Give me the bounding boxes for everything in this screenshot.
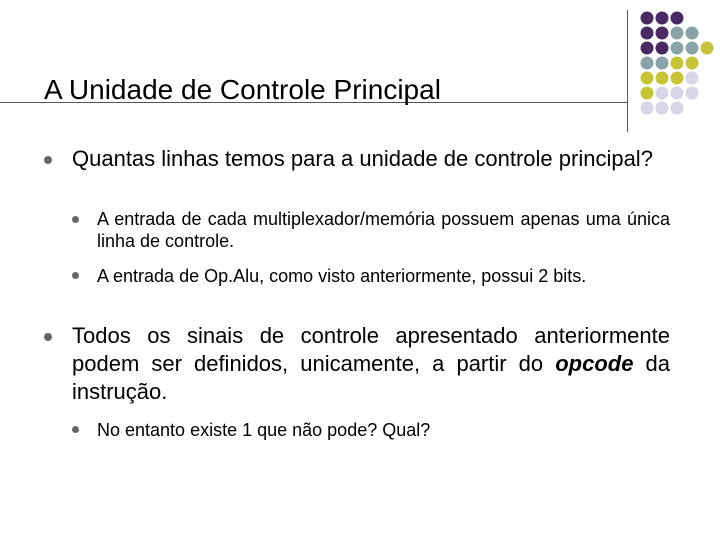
bullet-1-sub-1: A entrada de cada multiplexador/memória possuem apenas uma única linha de controle.: [97, 209, 670, 251]
decorative-dot: [641, 102, 654, 115]
vertical-divider: [627, 10, 628, 132]
decorative-dot: [671, 57, 684, 70]
decorative-dot: [686, 87, 699, 100]
slide-title: A Unidade de Controle Principal: [44, 74, 441, 105]
bullet-2-text-after: da instrução.: [72, 351, 670, 404]
decorative-dot: [671, 27, 684, 40]
decorative-dot: [641, 27, 654, 40]
decorative-dot: [686, 72, 699, 85]
decorative-dot: [671, 12, 684, 25]
decorative-dot: [641, 42, 654, 55]
decorative-dot: [656, 57, 669, 70]
bullet-icon: [72, 216, 79, 223]
opcode-emphasis: opcode: [555, 351, 634, 376]
bullet-icon: [44, 156, 52, 164]
decorative-dot-grid: [0, 0, 720, 140]
decorative-dot: [641, 87, 654, 100]
bullet-1-text: Quantas linhas temos para a unidade de controle principal?: [72, 146, 653, 171]
decorative-dot: [641, 12, 654, 25]
decorative-dot: [656, 72, 669, 85]
decorative-dot: [671, 42, 684, 55]
decorative-dot: [686, 57, 699, 70]
decorative-dot: [671, 87, 684, 100]
bullet-2-text-before: Todos os sinais de controle apresentado anteriormente podem ser definidos, unicamente, a partir do: [72, 323, 670, 376]
decorative-dot: [701, 42, 714, 55]
decorative-dot: [671, 72, 684, 85]
decorative-dot: [686, 42, 699, 55]
decorative-dot: [656, 87, 669, 100]
bullet-icon: [44, 333, 52, 341]
decorative-dot: [686, 27, 699, 40]
decorative-dot: [656, 42, 669, 55]
bullet-2-sub-1: No entanto existe 1 que não pode? Qual?: [97, 420, 431, 440]
decorative-dot: [656, 27, 669, 40]
bullet-icon: [72, 272, 79, 279]
decorative-dot: [656, 12, 669, 25]
bullet-1-sub-2: A entrada de Op.Alu, como visto anteriormente, possui 2 bits.: [97, 266, 587, 286]
decorative-dot: [671, 102, 684, 115]
decorative-dot: [641, 72, 654, 85]
bullet-2-text: [72, 322, 670, 406]
decorative-dot: [641, 57, 654, 70]
bullet-icon: [72, 426, 79, 433]
decorative-dot: [656, 102, 669, 115]
